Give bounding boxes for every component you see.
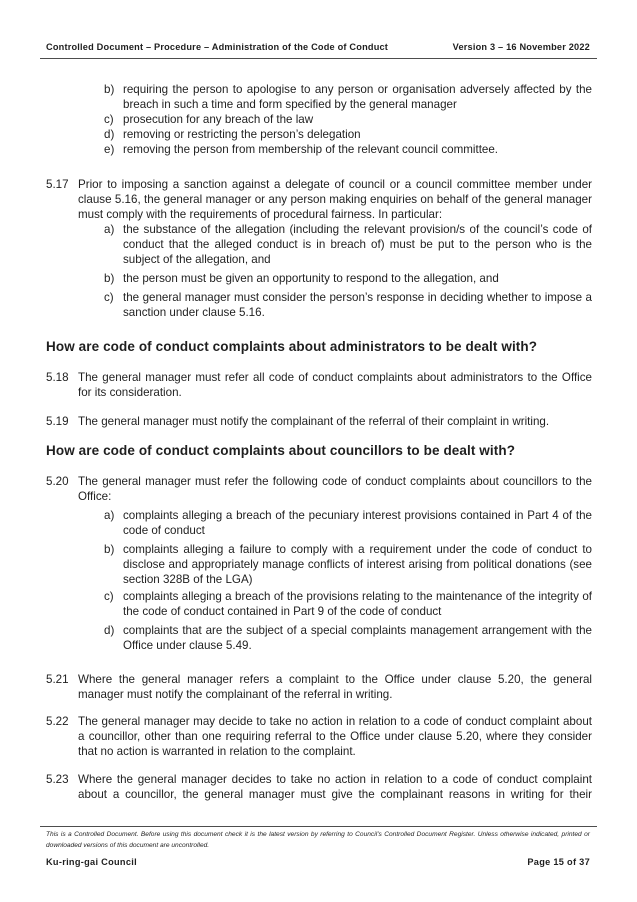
clause-5-17: [46, 177, 592, 222]
clause-number: 5.18: [46, 371, 69, 384]
list-item: [104, 623, 592, 653]
clause-number: 5.20: [46, 475, 69, 488]
list-item-label: b): [104, 83, 115, 96]
clause-5-23: [46, 772, 592, 802]
list-item: [104, 127, 592, 142]
document-version: Version 3 – 16 November 2022: [452, 42, 590, 52]
clause-5-20: [46, 474, 592, 504]
organisation-name: Ku-ring-gai Council: [46, 857, 137, 867]
list-item-label: b): [104, 272, 115, 285]
list-item-label: d): [104, 128, 115, 141]
list-item: [104, 508, 592, 538]
clause-text: Where the general manager decides to take no action in relation to a code of conduct complaint about a councillor, the general manager must give the complainant reasons in writing for their: [78, 773, 592, 801]
list-item-label: e): [104, 143, 115, 156]
list-item-text: the general manager must consider the person’s response in deciding whether to impose a sanction under clause 5.16.: [123, 291, 592, 319]
clause-5-19: [46, 414, 592, 429]
clause-5-18: [46, 370, 592, 400]
section-heading-councillors: How are code of conduct complaints about councillors to be dealt with?: [46, 443, 516, 458]
clause-text: The general manager must refer all code of conduct complaints about administrators to the Office for its consideration.: [78, 371, 592, 399]
list-item-text: complaints alleging a breach of the provisions relating to the maintenance of the integrity of the code of conduct contained in Part 9 of the code of conduct: [123, 590, 592, 618]
list-item: [104, 271, 592, 286]
list-item-text: complaints that are the subject of a special complaints management arrangement with the Office under clause 5.49.: [123, 624, 592, 652]
list-item-label: c): [104, 291, 114, 304]
page-header: [46, 41, 590, 53]
clause-text: The general manager must refer the following code of conduct complaints about councillors to the Office:: [78, 475, 592, 503]
clause-number: 5.22: [46, 715, 69, 728]
list-item-text: prosecution for any breach of the law: [123, 113, 314, 126]
list-item-label: a): [104, 223, 115, 236]
clause-number: 5.17: [46, 178, 69, 191]
list-item: [104, 222, 592, 267]
header-divider: [40, 58, 597, 59]
list-item-text: removing the person from membership of the relevant council committee.: [123, 143, 499, 156]
list-item-text: complaints alleging a breach of the pecuniary interest provisions contained in Part 4 of the code of conduct: [123, 509, 592, 537]
list-item-label: d): [104, 624, 115, 637]
footer-divider: [40, 826, 597, 827]
list-item-label: a): [104, 509, 115, 522]
page-footer: [46, 856, 590, 868]
page-number: Page 15 of 37: [527, 857, 590, 867]
list-item-text: removing or restricting the person’s delegation: [123, 128, 361, 141]
document-title: Controlled Document – Procedure – Administration of the Code of Conduct: [46, 42, 389, 52]
list-item-label: c): [104, 113, 114, 126]
clause-text: The general manager must notify the complainant of the referral of their complaint in writing.: [78, 415, 550, 428]
list-item-text: the person must be given an opportunity to respond to the allegation, and: [123, 272, 499, 285]
list-item: [104, 290, 592, 320]
clause-text: Where the general manager refers a complaint to the Office under clause 5.20, the general manager must notify the complainant of the referral in writing.: [78, 673, 592, 701]
clause-number: 5.21: [46, 673, 69, 686]
list-item-text: requiring the person to apologise to any person or organisation adversely affected by the breach in such a time and form specified by the general manager: [123, 83, 592, 111]
list-item-label: c): [104, 590, 114, 603]
list-item-text: the substance of the allegation (including the relevant provision/s of the council’s code of conduct that the alleged conduct is in breach of) must be put to the person who is the subject of the allegation, and: [123, 223, 592, 266]
list-item-text: complaints alleging a failure to comply with a requirement under the code of conduct to disclose and appropriately manage conflicts of interest arising from political donations (see section 328B of the LGA): [123, 543, 592, 586]
list-item: [104, 142, 592, 157]
clause-text: The general manager may decide to take no action in relation to a code of conduct complaint about a councillor, other than one requiring referral to the Office under clause 5.20, where they consider that no action is warranted in relation to the complaint.: [78, 715, 592, 758]
clause-5-22: [46, 714, 592, 759]
section-heading-administrators: How are code of conduct complaints about administrators to be dealt with?: [46, 339, 538, 354]
clause-text: Prior to imposing a sanction against a delegate of council or a council committee member under clause 5.16, the general manager or any person making enquiries on behalf of the general manager must comply with the requirements of procedural fairness. In particular:: [78, 178, 592, 221]
list-item: [104, 82, 592, 112]
controlled-document-notice: This is a Controlled Document. Before using this document check it is the latest version by referring to Council’s Controlled Document Register. Unless otherwise indicated, printed or downloaded versions of this document are uncontrolled.: [46, 831, 590, 849]
clause-number: 5.23: [46, 773, 69, 786]
list-item: [104, 542, 592, 587]
list-item: [104, 112, 592, 127]
list-item: [104, 589, 592, 619]
clause-number: 5.19: [46, 415, 69, 428]
list-item-label: b): [104, 543, 115, 556]
clause-5-21: [46, 672, 592, 702]
